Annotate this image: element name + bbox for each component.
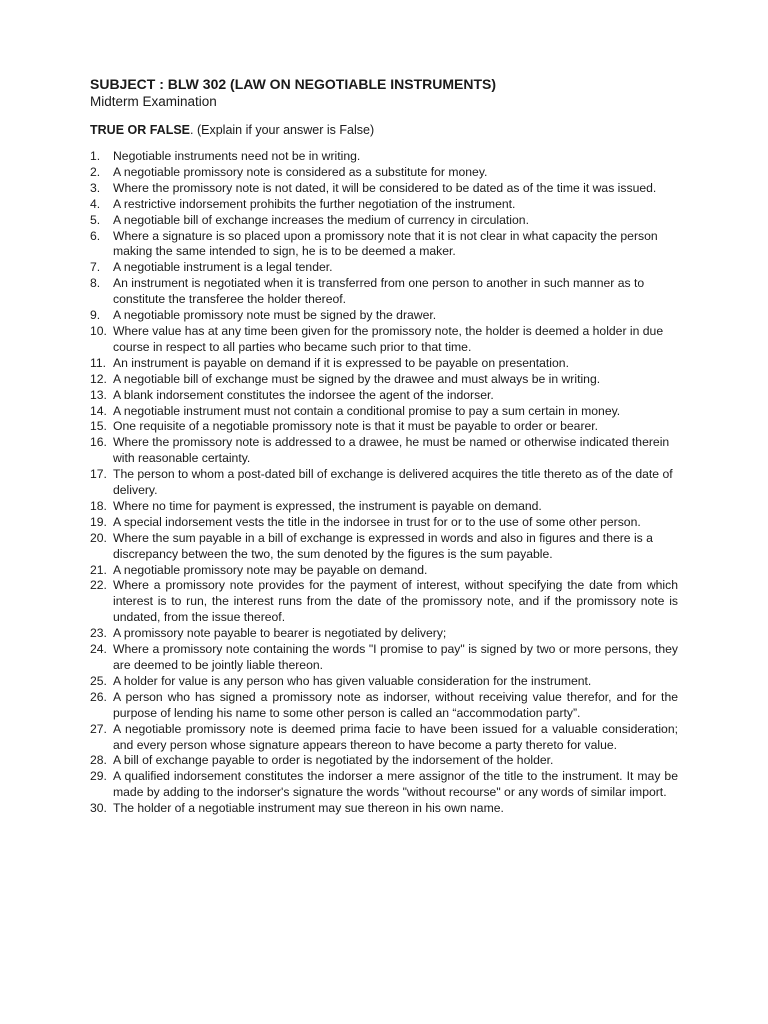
question-item (90, 404, 678, 420)
question-text: A negotiable instrument must not contain a conditional promise to pay a sum certain in money. (113, 403, 621, 418)
question-number: 24. (90, 642, 107, 657)
question-number: 11. (90, 355, 107, 370)
question-number: 16. (90, 435, 107, 450)
question-text: An instrument is payable on demand if it is expressed to be payable on presentation. (113, 355, 569, 370)
question-number: 5. (90, 212, 101, 227)
question-text: A special indorsement vests the title in the indorsee in trust for or to the use of some other person. (113, 514, 641, 529)
question-item (90, 801, 678, 817)
question-text: A qualified indorsement constitutes the indorser a mere assignor of the title to the instrument. It may be made by adding to the indorser's signature the words "without recourse" or any words of similar import. (113, 769, 678, 800)
question-text: A promissory note payable to bearer is negotiated by delivery; (113, 626, 447, 641)
question-text: A blank indorsement constitutes the indorsee the agent of the indorser. (113, 387, 494, 402)
question-item (90, 578, 678, 626)
question-number: 2. (90, 164, 101, 179)
instructions (90, 122, 678, 138)
question-number: 9. (90, 308, 101, 323)
question-item (90, 324, 678, 356)
question-item (90, 229, 678, 261)
question-text: One requisite of a negotiable promissory note is that it must be payable to order or bearer. (113, 419, 599, 434)
question-item (90, 149, 678, 165)
question-item (90, 181, 678, 197)
question-item (90, 563, 678, 579)
question-text: The holder of a negotiable instrument may sue thereon in his own name. (113, 801, 504, 816)
question-number: 14. (90, 403, 107, 418)
question-text: A bill of exchange payable to order is negotiated by the indorsement of the holder. (113, 753, 554, 768)
question-number: 15. (90, 419, 107, 434)
question-number: 23. (90, 626, 107, 641)
question-item (90, 419, 678, 435)
question-number: 20. (90, 530, 107, 545)
question-number: 17. (90, 467, 107, 482)
question-number: 7. (90, 260, 101, 275)
question-number: 6. (90, 228, 101, 243)
question-text: A negotiable instrument is a legal tender. (113, 260, 333, 275)
question-item (90, 197, 678, 213)
question-item (90, 515, 678, 531)
question-item (90, 165, 678, 181)
question-number: 10. (90, 323, 107, 338)
question-item (90, 722, 678, 754)
question-number: 22. (90, 578, 107, 593)
question-text: A negotiable promissory note may be payable on demand. (113, 562, 428, 577)
exam-content (90, 76, 678, 817)
question-number: 30. (90, 801, 107, 816)
question-item (90, 769, 678, 801)
question-item (90, 753, 678, 769)
question-item (90, 435, 678, 467)
question-item (90, 690, 678, 722)
question-text: Where the sum payable in a bill of exchange is expressed in words and also in figures and there is a discrepancy between the two, the sum denoted by the figures is the sum payable. (113, 530, 653, 561)
question-number: 12. (90, 371, 107, 386)
question-number: 28. (90, 753, 107, 768)
question-number: 19. (90, 514, 107, 529)
question-number: 18. (90, 498, 107, 513)
question-item (90, 626, 678, 642)
question-item (90, 260, 678, 276)
question-item (90, 531, 678, 563)
question-item (90, 276, 678, 308)
question-number: 26. (90, 689, 107, 704)
question-item (90, 642, 678, 674)
question-text: A person who has signed a promissory note as indorser, without receiving value therefor, and for the purpose of lending his name to some other person is called an “accommodation party”. (113, 689, 678, 720)
question-text: Where the promissory note is addressed to a drawee, he must be named or otherwise indicated therein with reasonable certainty. (113, 435, 670, 466)
question-item (90, 213, 678, 229)
question-text: Negotiable instruments need not be in writing. (113, 149, 361, 163)
question-number: 4. (90, 196, 101, 211)
question-text: A holder for value is any person who has given valuable consideration for the instrument. (113, 673, 592, 688)
question-text: An instrument is negotiated when it is transferred from one person to another in such manner as to constitute the transferee the holder thereof. (113, 276, 645, 307)
question-number: 1. (90, 149, 101, 163)
question-number: 25. (90, 673, 107, 688)
question-number: 27. (90, 721, 107, 736)
question-item (90, 356, 678, 372)
question-text: Where a signature is so placed upon a promissory note that it is not clear in what capacity the person making the same intended to sign, he is to be deemed a maker. (113, 228, 658, 259)
question-item (90, 467, 678, 499)
question-number: 21. (90, 562, 107, 577)
question-number: 3. (90, 180, 101, 195)
question-text: Where a promissory note provides for the payment of interest, without specifying the date from which interest is to run, the interest runs from the date of the promissory note, and if the promissory note is undated, from the issue thereof. (113, 578, 678, 625)
question-number: 13. (90, 387, 107, 402)
question-item (90, 388, 678, 404)
question-text: The person to whom a post-dated bill of exchange is delivered acquires the title thereto as of the date of delivery. (113, 467, 673, 498)
question-list (90, 149, 678, 817)
question-text: A negotiable bill of exchange must be signed by the drawee and must always be in writing. (113, 371, 601, 386)
question-text: A negotiable promissory note is deemed prima facie to have been issued for a valuable consideration; and every person whose signature appears thereon to have become a party thereto for value. (113, 721, 678, 752)
question-text: Where value has at any time been given for the promissory note, the holder is deemed a holder in due course in respect to all parties who became such prior to that time. (113, 323, 664, 354)
question-text: A negotiable bill of exchange increases the medium of currency in circulation. (113, 212, 529, 227)
question-number: 29. (90, 769, 107, 784)
question-number: 8. (90, 276, 101, 291)
question-text: A negotiable promissory note is considered as a substitute for money. (113, 164, 488, 179)
instructions-text: . (Explain if your answer is False) (190, 123, 375, 137)
question-text: A negotiable promissory note must be signed by the drawer. (113, 308, 437, 323)
instructions-label: TRUE OR FALSE (90, 123, 191, 137)
question-text: Where no time for payment is expressed, the instrument is payable on demand. (113, 498, 542, 513)
question-item (90, 674, 678, 690)
subject-heading: SUBJECT : BLW 302 (LAW ON NEGOTIABLE INSTRUMENTS) (90, 76, 497, 92)
question-item (90, 308, 678, 324)
question-text: A restrictive indorsement prohibits the further negotiation of the instrument. (113, 196, 516, 211)
question-item (90, 499, 678, 515)
question-text: Where the promissory note is not dated, it will be considered to be dated as of the time it was issued. (113, 180, 657, 195)
question-item (90, 372, 678, 388)
question-text: Where a promissory note containing the words "I promise to pay" is signed by two or more persons, they are deemed to be jointly liable thereon. (113, 642, 678, 672)
exam-title: Midterm Examination (90, 94, 217, 109)
